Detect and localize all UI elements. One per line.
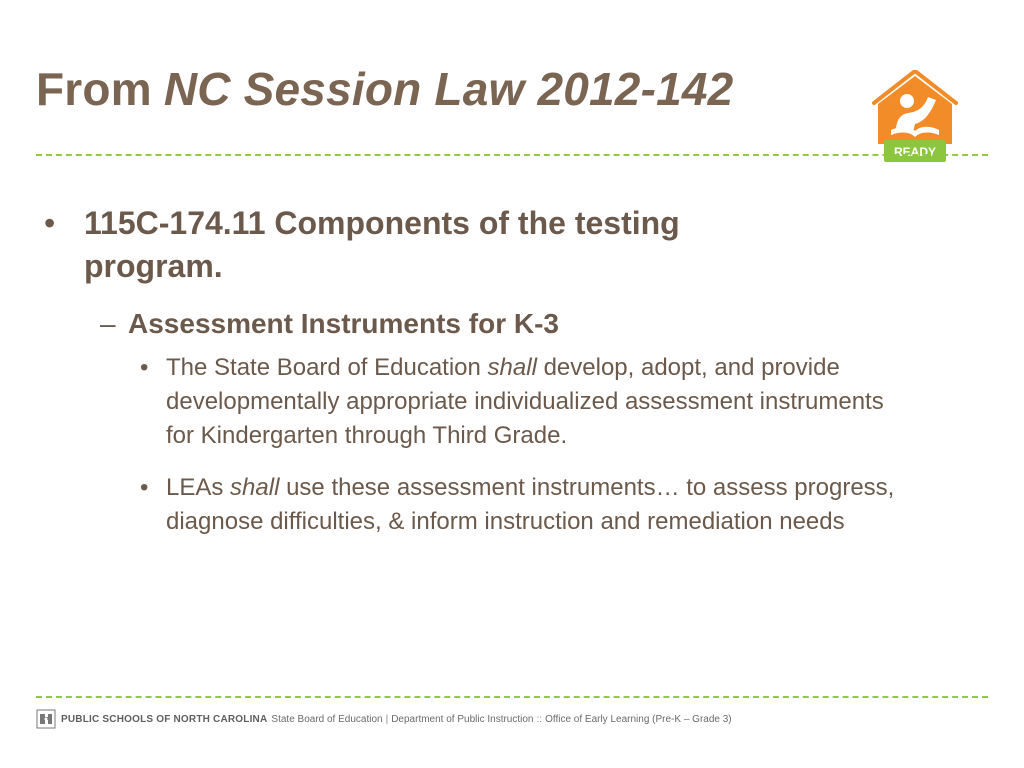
level-3-text-before: LEAs: [166, 474, 224, 502]
bottom-dashed-divider: [36, 696, 988, 698]
title-italic: NC Session Law 2012-142: [163, 63, 734, 115]
level-3-emphasis: shall: [230, 474, 280, 502]
level-3-item: [140, 351, 914, 453]
footer-state-board: State Board of Education: [271, 713, 383, 725]
nc-seal-icon: [36, 709, 56, 729]
footer-department: Department of Public Instruction: [391, 713, 534, 725]
footer: [36, 709, 732, 729]
level-1-text-line-2: program.: [84, 247, 223, 284]
child-head-icon: [900, 94, 914, 108]
level-3-text-before: The State Board of Education: [166, 353, 481, 381]
level-3-emphasis: shall: [487, 353, 537, 381]
footer-divider: |: [385, 713, 389, 725]
level-3-text-after: use these assessment instruments… to assess progress, diagnose difficulties, & inform instruction and remediation needs: [166, 474, 895, 536]
level-1-item: [44, 202, 844, 287]
footer-office: Office of Early Learning (Pre-K – Grade 3): [545, 713, 732, 725]
level-1-text-line-1: 115C-174.11 Components of the testing: [84, 205, 680, 241]
slide-title: [36, 64, 733, 115]
level-2-dash: –: [100, 308, 116, 340]
ready-label: READY: [893, 145, 937, 159]
level-3-item: [140, 471, 914, 539]
level-1-bullet: •: [44, 205, 56, 241]
footer-separator: ::: [536, 713, 543, 725]
level-2-item: [100, 305, 944, 343]
ready-logo: [872, 70, 958, 166]
title-prefix: From: [36, 63, 152, 115]
footer-organization: PUBLIC SCHOOLS OF NORTH CAROLINA: [61, 713, 268, 725]
slide-content: [44, 202, 944, 557]
level-2-text: Assessment Instruments for K-3: [128, 308, 560, 340]
top-dashed-divider: [36, 154, 988, 156]
level-3-text-after: develop, adopt, and provide developmentally appropriate individualized assessment instruments for Kindergarten through Third Grade.: [166, 353, 884, 450]
level-3-bullet: •: [140, 474, 149, 502]
level-3-bullet: •: [140, 353, 149, 381]
